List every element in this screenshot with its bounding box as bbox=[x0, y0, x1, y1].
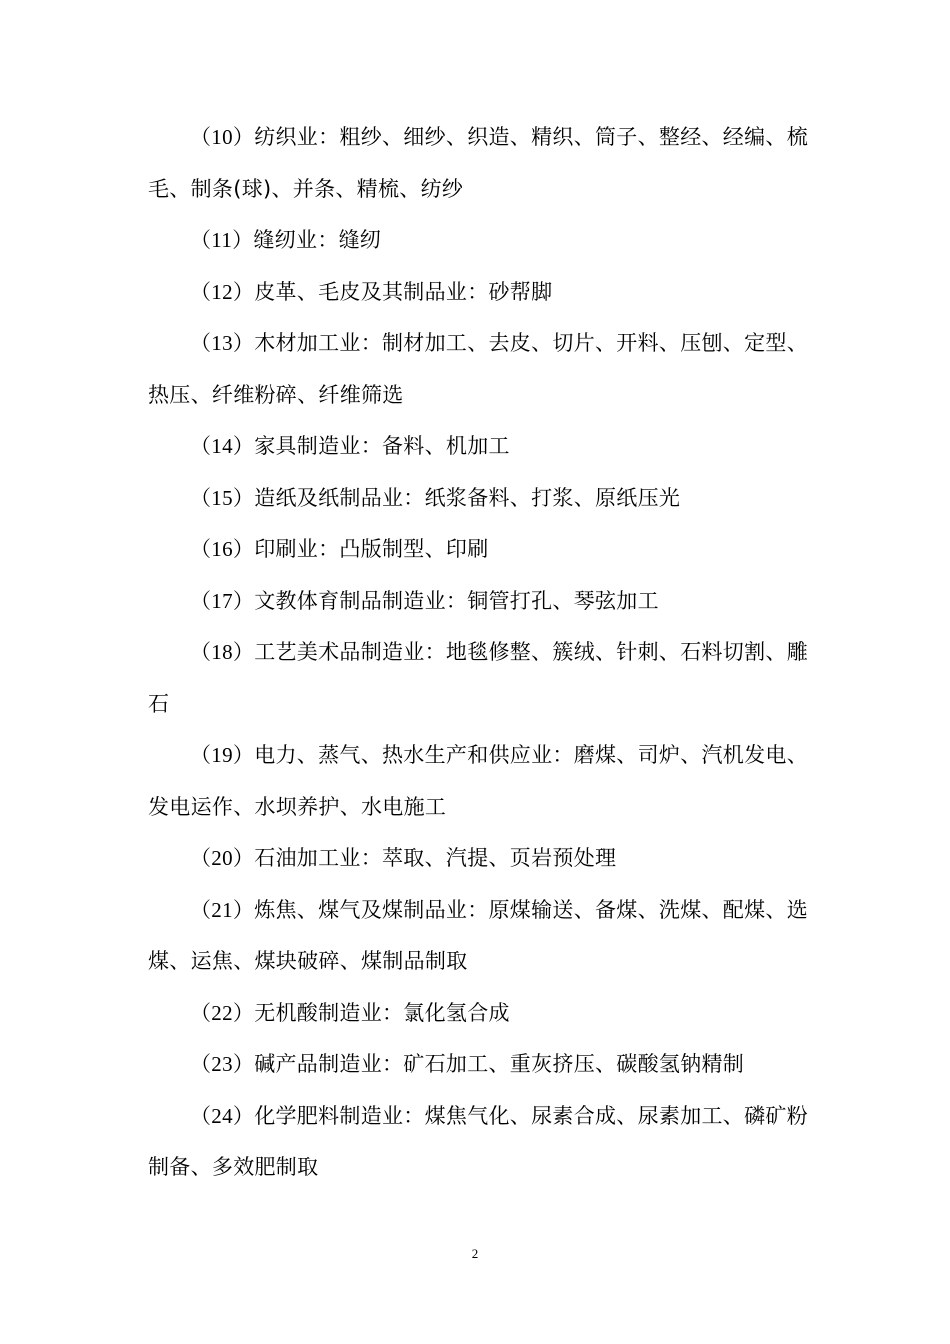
paragraph-number: （11） bbox=[190, 228, 254, 252]
paragraph-24 bbox=[148, 1091, 808, 1194]
paragraph-16 bbox=[148, 524, 808, 576]
paragraph-20 bbox=[148, 833, 808, 885]
paragraph-14 bbox=[148, 421, 808, 473]
paragraph-21 bbox=[148, 885, 808, 988]
paragraph-text: 缝纫业：缝纫 bbox=[253, 228, 382, 252]
paragraph-number: （14） bbox=[190, 434, 255, 458]
paragraph-text: 印刷业：凸版制型、印刷 bbox=[254, 537, 489, 561]
paragraph-number: （16） bbox=[190, 537, 255, 561]
paragraph-text: 无机酸制造业：氯化氢合成 bbox=[254, 1000, 510, 1025]
paragraph-text: 工艺美术品制造业：地毯修整、簇绒、针刺、石料切割、雕石 bbox=[148, 640, 809, 716]
paragraph-13 bbox=[148, 318, 808, 421]
document-body bbox=[148, 112, 808, 1194]
paragraph-number: （12） bbox=[190, 279, 255, 304]
paragraph-text: 石油加工业：萃取、汽提、页岩预处理 bbox=[254, 846, 617, 870]
paragraph-text: 化学肥料制造业：煤焦气化、尿素合成、尿素加工、磷矿粉制备、多效肥制取 bbox=[148, 1103, 809, 1179]
paragraph-text: 炼焦、煤气及煤制品业：原煤输送、备煤、洗煤、配煤、选煤、运焦、煤块破碎、煤制品制取 bbox=[148, 897, 809, 973]
paragraph-23 bbox=[148, 1039, 808, 1091]
paragraph-number: （21） bbox=[190, 897, 255, 922]
paragraph-number: （20） bbox=[190, 846, 255, 870]
paragraph-number: （22） bbox=[190, 1000, 255, 1025]
paragraph-12 bbox=[148, 267, 808, 319]
paragraph-17 bbox=[148, 576, 808, 628]
paragraph-number: （19） bbox=[190, 743, 255, 767]
paragraph-number: （15） bbox=[190, 485, 255, 510]
paragraph-18 bbox=[148, 627, 808, 730]
paragraph-11 bbox=[148, 215, 808, 267]
paragraph-text: 造纸及纸制品业：纸浆备料、打浆、原纸压光 bbox=[254, 485, 681, 510]
paragraph-text: 家具制造业：备料、机加工 bbox=[254, 434, 510, 458]
paragraph-text: 木材加工业：制材加工、去皮、切片、开料、压刨、定型、热压、纤维粉碎、纤维筛选 bbox=[148, 331, 809, 407]
paragraph-15 bbox=[148, 473, 808, 525]
paragraph-text: 碱产品制造业：矿石加工、重灰挤压、碳酸氢钠精制 bbox=[254, 1052, 745, 1076]
paragraph-number: （13） bbox=[190, 331, 255, 355]
paragraph-text: 文教体育制品制造业：铜管打孔、琴弦加工 bbox=[254, 588, 659, 613]
paragraph-text: 皮革、毛皮及其制品业：砂帮脚 bbox=[254, 279, 553, 304]
page-number: 2 bbox=[471, 1246, 479, 1261]
paragraph-number: （18） bbox=[190, 640, 255, 664]
paragraph-number: （10） bbox=[190, 125, 255, 149]
paragraph-number: （24） bbox=[190, 1103, 255, 1128]
paragraph-22 bbox=[148, 988, 808, 1040]
paragraph-19 bbox=[148, 730, 808, 833]
paragraph-text: 纺织业：粗纱、细纱、织造、精织、筒子、整经、经编、梳毛、制条(球)、并条、精梳、纺纱 bbox=[148, 125, 809, 201]
paragraph-10 bbox=[148, 112, 808, 215]
paragraph-text: 电力、蒸气、热水生产和供应业：磨煤、司炉、汽机发电、发电运作、水坝养护、水电施工 bbox=[148, 743, 809, 819]
paragraph-number: （17） bbox=[190, 588, 255, 613]
paragraph-number: （23） bbox=[190, 1052, 255, 1076]
